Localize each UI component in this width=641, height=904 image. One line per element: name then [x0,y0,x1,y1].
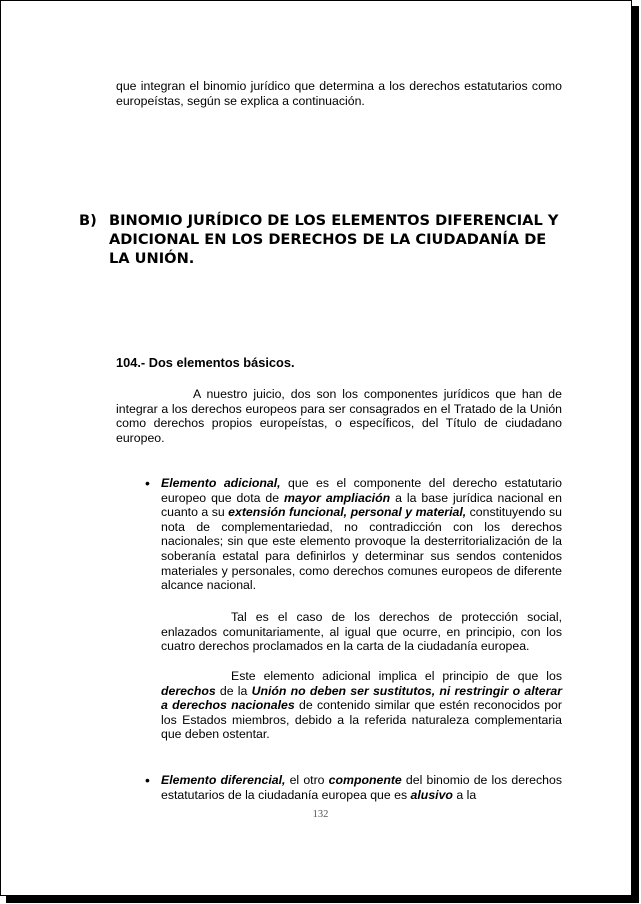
item1-emphasis-b: extensión funcional, personal y material, [228,505,467,520]
paragraph-social-protection-text: Tal es el caso de los derechos de protección social, enlazados comunitariamente, al igual que ocurre, en principio, con los cuatro derechos proclamados en la carta de la ciudadanía europea. [161,610,562,654]
paragraph-social-protection [161,610,562,654]
subheading: 104.- Dos elementos básicos. [116,355,295,370]
item2-text-a: el otro [285,773,329,787]
item1-text-a: que es el componente del derecho estatutario europeo que dota de [161,476,562,505]
item2-term: Elemento diferencial, [161,773,286,787]
page-shadow-bottom [6,896,639,903]
para3-text-c: de contenido similar que estén reconocidos por los Estados miembros, debido a la referida naturaleza complementaria que deben ostentar. [161,698,562,742]
para3-emphasis-b: Unión no deben ser sustitutos, ni restringir o alterar a derechos nacionales [161,683,562,713]
bullet-item-1: • [145,475,150,491]
paragraph-components-text: A nuestro juicio, dos son los componentes jurídicos que han de integrar a los derechos europeos para ser consagrados en el Tratado de la Unión como derechos propios europeístas, o específicos, del Título de ciudadano europeo. [116,387,562,445]
item2-text-c: a la [452,787,477,802]
para3-emphasis-a: derechos [161,683,216,698]
item1-emphasis-a: mayor ampliación [284,490,391,505]
item1-text-b: a la base jurídica nacional en cuanto a su [161,490,562,520]
para3-text-a: Este elemento adicional implica el principio de que los [231,669,562,683]
item-additional-element [161,476,562,593]
page-number: 132 [312,809,329,820]
item2-emphasis-b: alusivo [410,787,453,802]
item-differential-element [161,773,562,802]
item1-term: Elemento adicional, [161,476,281,490]
item2-emphasis-a: componente [328,773,402,787]
item1-text-c: constituyendo su nota de complementariedad, no contradicción con los derechos nacionales; sin que este elemento provoque la desterritorialización de la soberanía estatal para definirlos y determinar sus sendos contenidos materiales y personales, como derechos comunes europeos de diferente alcance nacional. [161,505,562,593]
para3-text-b: de la [215,683,252,698]
item2-text-b: del binomio de los derechos estatutarios de la ciudadanía europea que es [161,773,562,802]
intro-paragraph: que integran el binomio jurídico que determina a los derechos estatutarios como europeístas, según se explica a continuación. [116,79,562,108]
page-shadow-right [632,6,639,902]
section-title: BINOMIO JURÍDICO DE LOS ELEMENTOS DIFERENCIAL Y ADICIONAL EN LOS DERECHOS DE LA CIUDADANÍA DE LA UNIÓN. [109,212,559,267]
paragraph-components [116,387,562,445]
paragraph-principle [161,669,562,742]
section-marker: B) [79,212,97,229]
bullet-item-2: • [145,772,150,788]
